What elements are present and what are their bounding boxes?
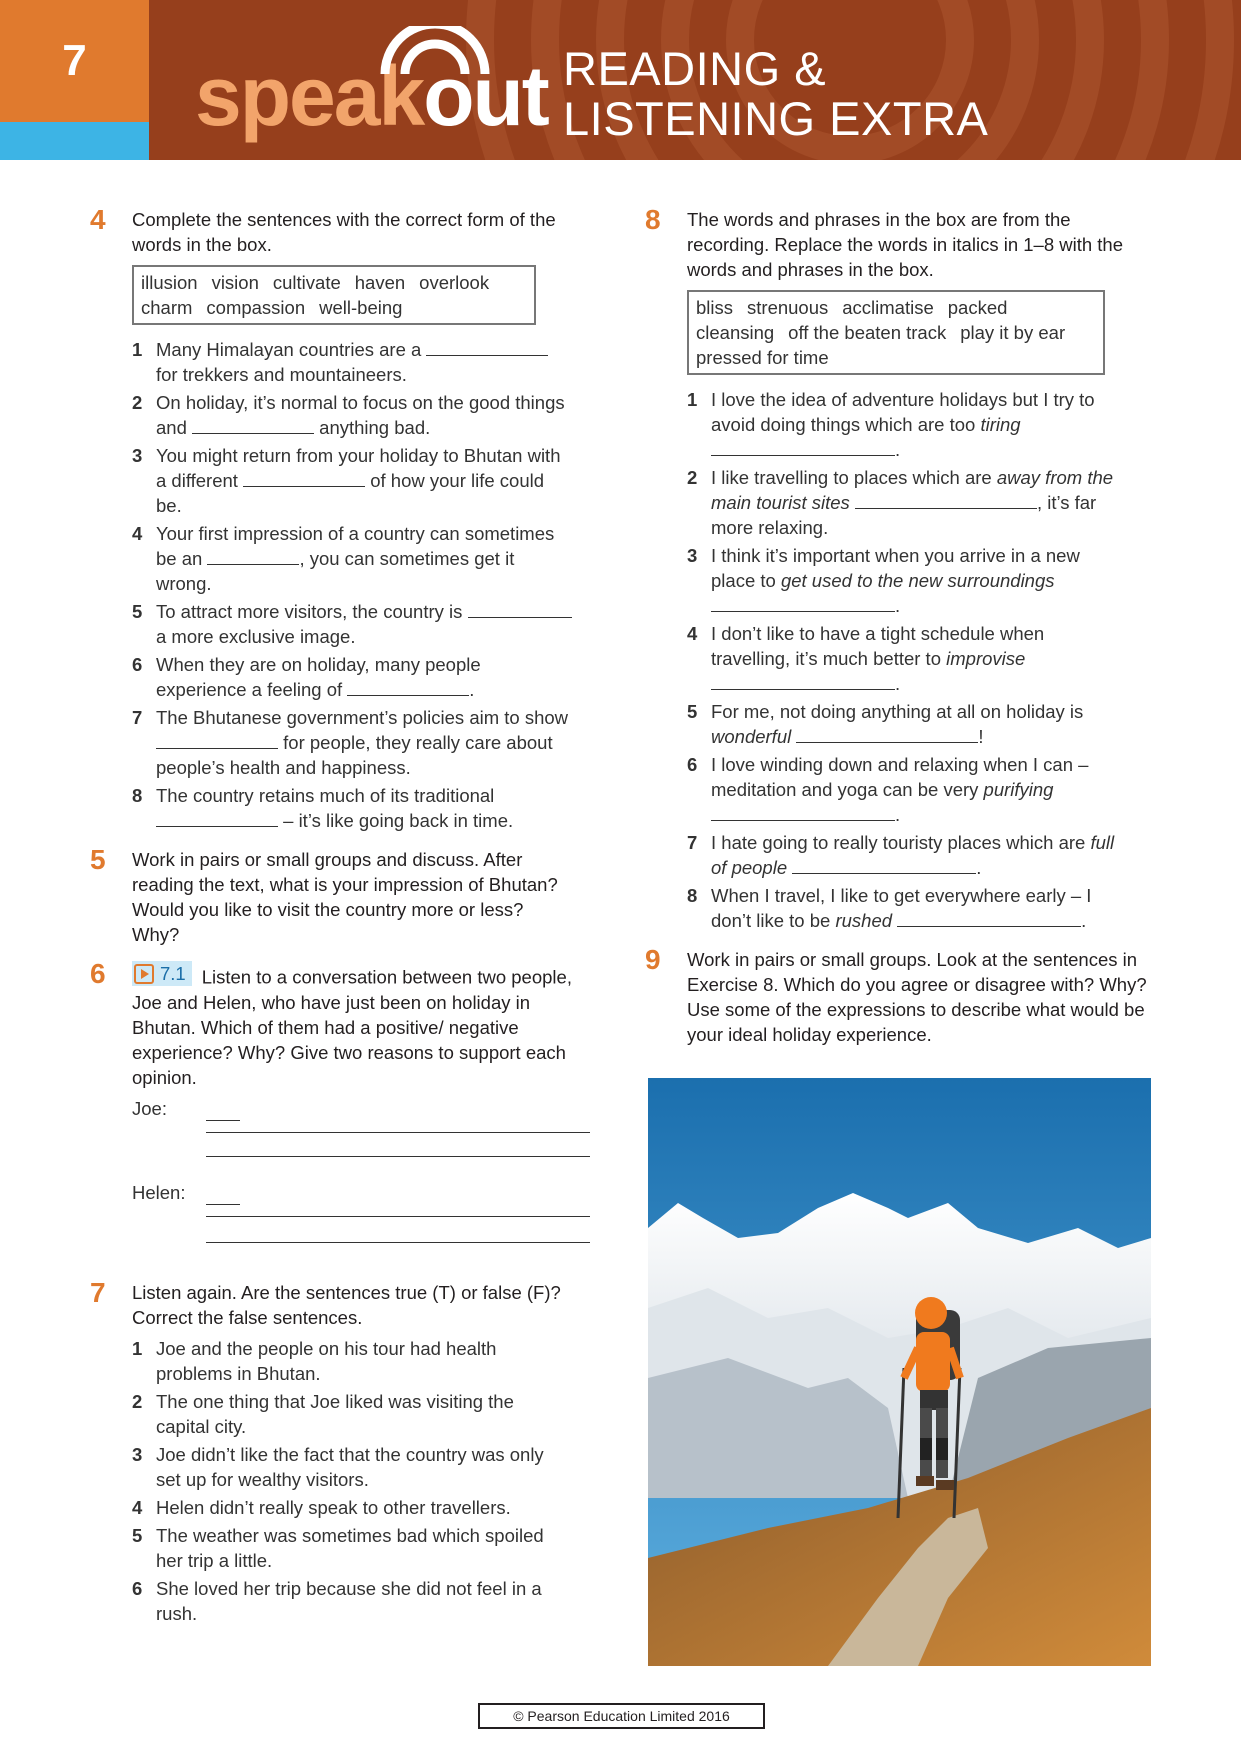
word-box-item: off the beaten track (788, 322, 947, 343)
answer-blank[interactable] (792, 855, 976, 874)
word-box-item: cultivate (272, 272, 341, 293)
answer-blank[interactable] (243, 468, 365, 487)
speakout-logo (195, 49, 548, 143)
helen-label: Helen: (132, 1181, 186, 1203)
word-box-item: strenuous (747, 297, 829, 318)
left-column (90, 204, 610, 1640)
list-item: 5 To attract more visitors, the country is a more exclusive image. (132, 599, 572, 649)
list-item: 3 I think it’s important when you arrive in a new place to get used to the new surroundings . (687, 545, 1080, 616)
word-box-item: compassion (206, 297, 306, 318)
word-box-item: vision (211, 272, 259, 293)
unit-number: 7 (0, 0, 149, 122)
exercise-instruction: Work in pairs or small groups and discuss. After reading the text, what is your impression of Bhutan? Would you like to visit the country more or less? Why? (132, 849, 558, 945)
play-icon (134, 964, 154, 984)
answer-area (132, 1098, 590, 1266)
answer-line[interactable] (206, 1216, 590, 1217)
audio-track-label: 7.1 (160, 963, 186, 984)
joe-label: Joe: (132, 1097, 167, 1119)
exercise-8 (645, 204, 1165, 933)
wifi-arc-icon (365, 26, 505, 76)
list-item: 6 When they are on holiday, many people experience a feeling of . (132, 654, 481, 700)
exercise-items (132, 337, 572, 833)
word-box-item: overlook (419, 272, 490, 293)
list-item: 7 I hate going to really touristy places which are full of people . (687, 832, 1115, 878)
word-box-item: packed (947, 297, 1008, 318)
word-box (132, 265, 536, 325)
list-item: 8 When I travel, I like to get everywhere early – I don’t like to be rushed . (687, 885, 1092, 931)
exercise-number: 7 (90, 1276, 106, 1308)
logo-out: out (423, 49, 548, 143)
word-box-item: charm (141, 297, 193, 318)
list-item: 5 For me, not doing anything at all on holiday is wonderful ! (687, 701, 1084, 747)
exercise-instruction-text: Listen to a conversation between two people, Joe and Helen, who have just been on holiday in Bhutan. Which of them had a positive/ negative experience? Why? Give two reasons to support each opinion. (132, 966, 572, 1088)
list-item: 5 The weather was sometimes bad which spoiled her trip a little. (132, 1524, 544, 1571)
header-title-line1: READING & (563, 42, 827, 95)
exercise-4 (90, 204, 610, 833)
exercise-items (687, 387, 1127, 933)
answer-row-joe (132, 1098, 590, 1126)
exercise-instruction: Listen again. Are the sentences true (T) or false (F)? Correct the false sentences. (132, 1281, 561, 1328)
list-item: 6 She loved her trip because she did not feel in a rush. (132, 1577, 542, 1624)
list-item: 4 Helen didn’t really speak to other travellers. (132, 1496, 511, 1518)
answer-blank[interactable] (711, 437, 895, 456)
exercise-instruction: Complete the sentences with the correct form of the words in the box. (132, 209, 556, 255)
exercise-instruction: Work in pairs or small groups. Look at the sentences in Exercise 8. Which do you agree or disagree with? Why? Use some of the expressions to describe what would be your ideal holiday experience. (687, 949, 1147, 1045)
list-item: 8 The country retains much of its traditional – it’s like going back in time. (132, 785, 514, 831)
answer-line[interactable] (206, 1132, 590, 1133)
list-item: 3 Joe didn’t like the fact that the country was only set up for wealthy visitors. (132, 1443, 544, 1490)
word-box-item: illusion (141, 272, 198, 293)
header-title-line2: LISTENING EXTRA (563, 92, 989, 145)
exercise-instruction: The words and phrases in the box are from the recording. Replace the words in italics in 1–8 with the words and phrases in the box. (687, 209, 1124, 280)
exercise-7 (90, 1276, 610, 1626)
exercise-number: 5 (90, 844, 106, 875)
list-item: 1 Many Himalayan countries are a for trekkers and mountaineers. (132, 337, 572, 387)
word-box-item: cleansing (696, 322, 775, 343)
exercise-9 (645, 944, 1165, 1047)
audio-track-button[interactable] (132, 961, 192, 986)
exercise-5 (90, 844, 610, 947)
list-item: 2 I like travelling to places which are away from the main tourist sites , it’s far more relaxing. (687, 467, 1114, 538)
answer-blank[interactable] (426, 337, 548, 356)
word-box-item: pressed for time (696, 347, 829, 368)
answer-row (132, 1238, 590, 1266)
answer-blank[interactable] (468, 599, 572, 618)
copyright-footer: © Pearson Education Limited 2016 (478, 1703, 765, 1729)
logo-speak: speak (195, 49, 424, 143)
word-box-item: well-being (319, 297, 403, 318)
list-item: 1 I love the idea of adventure holidays but I try to avoid doing things which are too tiring . (687, 389, 1095, 460)
answer-line[interactable] (206, 1204, 240, 1205)
page-header (0, 0, 1241, 160)
answer-blank[interactable] (897, 908, 1081, 927)
answer-blank[interactable] (855, 490, 1037, 509)
exercise-number: 9 (645, 944, 661, 975)
answer-row (132, 1126, 590, 1154)
answer-line[interactable] (206, 1120, 240, 1121)
list-item: 2 On holiday, it’s normal to focus on the good things and anything bad. (132, 392, 565, 438)
word-box-item: bliss (696, 297, 734, 318)
answer-blank[interactable] (156, 808, 278, 827)
exercise-items (132, 1336, 562, 1626)
answer-row (132, 1154, 590, 1182)
exercise-number: 8 (645, 204, 661, 235)
trekker-mountain-photo (648, 1078, 1151, 1666)
list-item: 7 The Bhutanese government’s policies aim to show for people, they really care about people’s health and happiness. (132, 707, 569, 778)
list-item: 4 Your first impression of a country can sometimes be an , you can sometimes get it wrong. (132, 523, 555, 594)
header-title (563, 44, 988, 144)
answer-line[interactable] (206, 1156, 590, 1157)
answer-blank[interactable] (711, 802, 895, 821)
answer-blank[interactable] (711, 593, 895, 612)
answer-blank[interactable] (207, 546, 299, 565)
word-box-item: play it by ear (960, 322, 1066, 343)
answer-row (132, 1210, 590, 1238)
list-item: 2 The one thing that Joe liked was visiting the capital city. (132, 1390, 514, 1437)
answer-blank[interactable] (192, 415, 314, 434)
list-item: 3 You might return from your holiday to Bhutan with a different of how your life could be. (132, 445, 561, 516)
mountain-illustration (648, 1078, 1151, 1666)
list-item: 4 I don’t like to have a tight schedule when travelling, it’s much better to improvise . (687, 623, 1045, 694)
list-item: 1 Joe and the people on his tour had health problems in Bhutan. (132, 1337, 497, 1384)
answer-blank[interactable] (347, 677, 469, 696)
word-box (687, 290, 1105, 375)
unit-accent-bar (0, 122, 149, 160)
answer-blank[interactable] (711, 671, 895, 690)
exercise-number: 4 (90, 204, 106, 235)
exercise-6 (90, 958, 610, 1266)
answer-row-helen (132, 1182, 590, 1210)
exercise-instruction (132, 961, 572, 1090)
right-column (645, 204, 1165, 1061)
word-box-item: acclimatise (842, 297, 934, 318)
list-item: 6 I love winding down and relaxing when I can – meditation and yoga can be very purifying . (687, 754, 1089, 825)
answer-blank[interactable] (796, 724, 978, 743)
answer-line[interactable] (206, 1242, 590, 1243)
exercise-number: 6 (90, 958, 106, 989)
word-box-item: haven (354, 272, 406, 293)
answer-blank[interactable] (156, 730, 278, 749)
